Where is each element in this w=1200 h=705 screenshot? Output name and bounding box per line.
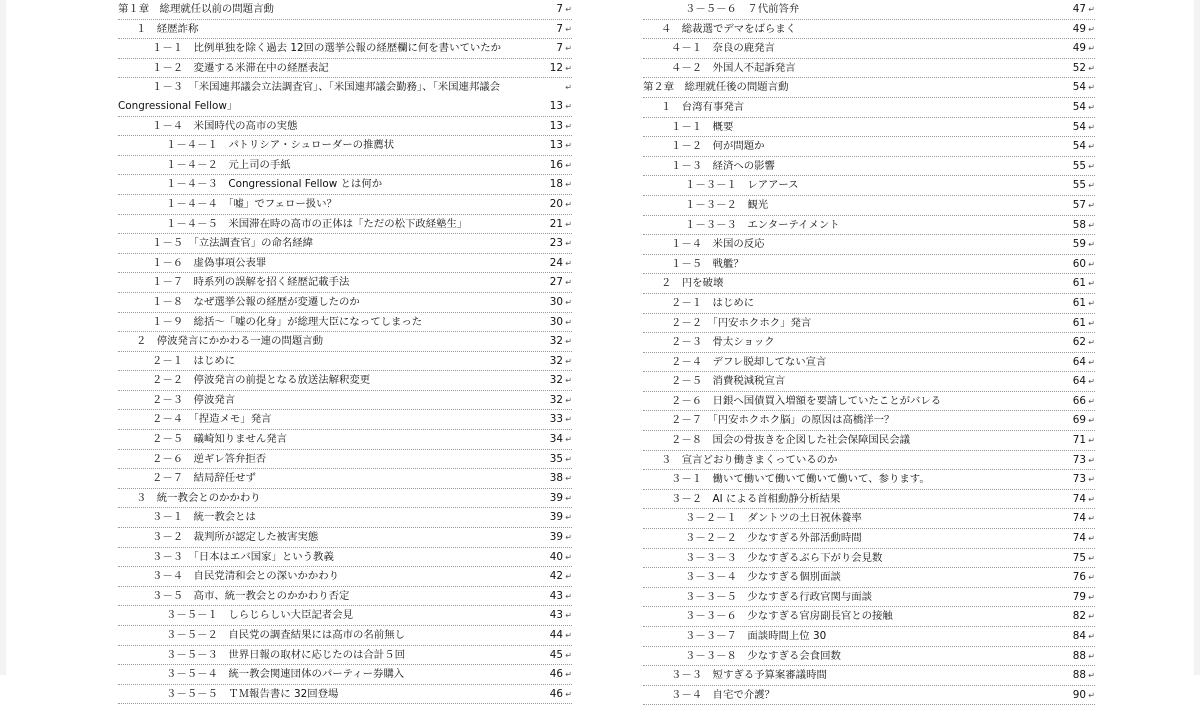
toc-entry-page-number: 49	[1071, 39, 1086, 58]
paragraph-return-mark: ↵	[565, 533, 572, 543]
paragraph-return-mark: ↵	[565, 670, 572, 680]
toc-entry-title: １－３ 経済への影響	[671, 157, 777, 176]
toc-entry-page-number: 44	[548, 626, 563, 645]
toc-entry-title: ３－３－３ 少なすぎるぶら下がり会見数	[685, 549, 884, 568]
toc-entry-page-number: 64	[1071, 353, 1086, 372]
paragraph-return-mark: ↵	[565, 317, 572, 327]
toc-entry-title: ３－３－５ 少なすぎる行政官関与面談	[685, 588, 874, 607]
toc-entry[interactable]	[643, 333, 1095, 353]
toc-entry-page-number: 23	[548, 234, 563, 253]
toc-entry-page-number: 32	[548, 352, 563, 371]
toc-entry[interactable]	[643, 39, 1095, 59]
toc-entry[interactable]	[643, 588, 1095, 608]
toc-entry[interactable]	[118, 273, 572, 293]
paragraph-return-mark: ↵	[1088, 377, 1095, 387]
toc-entry-page-number: 54	[1071, 78, 1086, 97]
toc-entry-title: ２－７ 「円安ホクホク脳」の原因は高橋洋一？	[671, 411, 896, 430]
toc-entry-page-number: 13	[548, 117, 563, 136]
toc-entry-page-number: 76	[1071, 568, 1086, 587]
toc-entry-title: ２ 停波発言にかかわる一連の問題言動	[136, 332, 325, 351]
toc-entry-page-number: 84	[1071, 627, 1086, 646]
toc-entry[interactable]	[118, 410, 572, 430]
paragraph-return-mark: ↵	[1088, 592, 1095, 602]
toc-entry[interactable]	[118, 450, 572, 470]
toc-entry-title: １－４－４ 「嘘」でフェロー扱い？	[166, 195, 339, 214]
toc-entry-title: Congressional Fellow」	[118, 97, 239, 116]
toc-entry-page-number: 46	[548, 665, 563, 684]
toc-entry[interactable]	[118, 685, 572, 705]
toc-entry-title: ３－３－６ 少なすぎる官房副長官との接触	[685, 607, 895, 626]
paragraph-return-mark: ↵	[565, 493, 572, 503]
paragraph-return-mark: ↵	[565, 552, 572, 562]
toc-entry[interactable]	[118, 234, 572, 254]
toc-entry-title: ３－１ 働いて働いて働いて働いて働いて、参ります。	[671, 470, 932, 489]
toc-entry-title: ３ 統一教会とのかかわり	[136, 489, 263, 508]
toc-entry-title: １－４－５ 米国滞在時の高市の正体は「ただの松下政経塾生」	[166, 215, 469, 234]
toc-entry-title: １－９ 総括～「嘘の化身」が総理大臣になってしまった	[152, 313, 424, 332]
toc-entry[interactable]	[643, 0, 1095, 20]
toc-entry-title: １－３－３ エンターテイメント	[685, 216, 842, 235]
toc-entry-title: 第２章 総理就任後の問題言動	[643, 78, 790, 97]
toc-entry[interactable]	[118, 136, 572, 156]
toc-entry-page-number: 64	[1071, 372, 1086, 391]
toc-entry-page-number: 24	[548, 254, 563, 273]
toc-entry-title: １－１ 比例単独を除く過去 12回の選挙公報の経歴欄に何を書いていたか	[152, 39, 503, 58]
toc-entry[interactable]	[118, 39, 572, 59]
toc-entry-title: ３－２－１ ダントツの土日祝休養率	[685, 509, 864, 528]
toc-entry-page-number: 79	[1071, 588, 1086, 607]
toc-entry[interactable]	[643, 118, 1095, 138]
toc-entry[interactable]	[643, 176, 1095, 196]
toc-entry-page-number: 33	[548, 410, 563, 429]
toc-entry-title: １－４ 米国時代の高市の実態	[152, 117, 299, 136]
toc-entry-page-number: 49	[1071, 20, 1086, 39]
toc-entry-title: ３－５－１ しらじらしい大臣記者会見	[166, 606, 355, 625]
toc-entry-title: １－４ 米国の反応	[671, 235, 767, 254]
paragraph-return-mark: ↵	[1088, 122, 1095, 132]
toc-entry-page-number: 90	[1071, 686, 1086, 705]
toc-entry[interactable]	[643, 216, 1095, 236]
toc-entry-title: １－４－２ 元上司の手紙	[166, 156, 293, 175]
paragraph-return-mark: ↵	[565, 591, 572, 601]
paragraph-return-mark: ↵	[1088, 298, 1095, 308]
paragraph-return-mark: ↵	[1088, 161, 1095, 171]
paragraph-return-mark: ↵	[565, 101, 572, 111]
toc-entry-page-number: 43	[548, 587, 563, 606]
paragraph-return-mark: ↵	[1088, 651, 1095, 661]
toc-entry[interactable]	[118, 78, 572, 97]
paragraph-return-mark: ↵	[565, 141, 572, 151]
right-page-edge	[1194, 0, 1200, 675]
paragraph-return-mark: ↵	[1088, 5, 1095, 14]
toc-entry-title: ２－４ デフレ脱却してない宣言	[671, 353, 828, 372]
paragraph-return-mark: ↵	[1088, 102, 1095, 112]
paragraph-return-mark: ↵	[1088, 671, 1095, 681]
toc-entry[interactable]	[643, 353, 1095, 373]
toc-entry-page-number: 39	[548, 508, 563, 527]
toc-entry-page-number: 61	[1071, 294, 1086, 313]
toc-entry-page-number: 42	[548, 567, 563, 586]
toc-entry-title: １ 台湾有事発言	[661, 98, 746, 117]
toc-entry[interactable]	[118, 215, 572, 235]
toc-entry[interactable]	[118, 332, 572, 352]
paragraph-return-mark: ↵	[565, 454, 572, 464]
toc-entry-page-number: 35	[548, 450, 563, 469]
paragraph-return-mark: ↵	[565, 258, 572, 268]
toc-entry-title: １－２ 何が問題か	[671, 137, 767, 156]
toc-entry[interactable]	[643, 686, 1095, 705]
toc-entry-page-number: 43	[548, 606, 563, 625]
paragraph-return-mark: ↵	[565, 689, 572, 699]
toc-entry[interactable]	[118, 175, 572, 195]
toc-entry-page-number: 54	[1071, 98, 1086, 117]
paragraph-return-mark: ↵	[1088, 181, 1095, 191]
toc-entry[interactable]	[643, 137, 1095, 157]
toc-entry[interactable]	[118, 646, 572, 666]
toc-entry-title: １－６ 虚偽事項公表罪	[152, 254, 268, 273]
toc-entry-page-number: 7	[554, 39, 563, 58]
toc-entry-page-number: 39	[548, 528, 563, 547]
toc-entry-title: ３－３ 短すぎる予算案審議時間	[671, 666, 829, 685]
paragraph-return-mark: ↵	[1088, 259, 1095, 269]
toc-entry[interactable]	[643, 470, 1095, 490]
toc-entry[interactable]	[118, 195, 572, 215]
paragraph-return-mark: ↵	[1088, 338, 1095, 348]
toc-entry-title: ３－４ 自宅で介護？	[671, 686, 777, 705]
toc-entry-page-number: 13	[548, 136, 563, 155]
toc-entry-title: ３－５ 高市、統一教会とのかかわり否定	[152, 587, 351, 606]
toc-entry[interactable]	[643, 529, 1095, 549]
toc-entry-page-number: 47	[1071, 0, 1086, 19]
toc-entry-title: ３－２ AI による首相動静分析結果	[671, 490, 842, 509]
toc-entry[interactable]	[118, 587, 572, 607]
toc-entry-page-number: 54	[1071, 137, 1086, 156]
toc-entry-page-number: 38	[548, 469, 563, 488]
toc-entry-page-number: 71	[1071, 431, 1086, 450]
toc-entry-title: ２－６ 逆ギレ答弁拒否	[152, 450, 268, 469]
paragraph-return-mark: ↵	[565, 199, 572, 209]
toc-entry-title: ３－５－３ 世界日報の取材に応じたのは合計５回	[166, 646, 407, 665]
paragraph-return-mark: ↵	[1088, 612, 1095, 622]
toc-entry-page-number: 69	[1071, 411, 1086, 430]
toc-entry-title: ４ 総裁選でデマをばらまく	[661, 20, 798, 39]
toc-entry[interactable]	[643, 509, 1095, 529]
paragraph-return-mark: ↵	[565, 219, 572, 229]
paragraph-return-mark: ↵	[1088, 396, 1095, 406]
toc-entry-page-number: 82	[1071, 607, 1086, 626]
toc-entry-title: １－７ 時系列の誤解を招く経歴記載手法	[152, 273, 351, 292]
paragraph-return-mark: ↵	[1088, 455, 1095, 465]
toc-entry[interactable]	[643, 59, 1095, 79]
toc-entry[interactable]	[118, 606, 572, 626]
toc-entry-title: ２－４ 「捏造メモ」発言	[152, 410, 274, 429]
paragraph-return-mark: ↵	[1088, 494, 1095, 504]
toc-entry-page-number: 32	[548, 371, 563, 390]
paragraph-return-mark: ↵	[565, 63, 572, 73]
toc-entry-title: １－５ 戦艦？	[671, 255, 746, 274]
toc-entry-page-number: 20	[548, 195, 563, 214]
toc-entry-page-number: 7	[554, 0, 563, 19]
toc-entry-title: １ 経歴詐称	[136, 20, 200, 39]
toc-entry-title: １－２ 変遷する米滞在中の経歴表記	[152, 59, 331, 78]
toc-entry-title: 第１章 総理就任以前の問題言動	[118, 0, 276, 19]
paragraph-return-mark: ↵	[565, 121, 572, 131]
toc-entry[interactable]	[118, 548, 572, 568]
toc-entry-page-number: 74	[1071, 490, 1086, 509]
paragraph-return-mark: ↵	[565, 24, 572, 34]
toc-entry[interactable]	[118, 528, 572, 548]
paragraph-return-mark: ↵	[565, 611, 572, 621]
toc-entry[interactable]	[118, 59, 572, 79]
paragraph-return-mark: ↵	[565, 513, 572, 523]
paragraph-return-mark: ↵	[1088, 632, 1095, 641]
toc-entry[interactable]	[643, 314, 1095, 334]
toc-entry[interactable]	[118, 97, 572, 117]
paragraph-return-mark: ↵	[565, 474, 572, 484]
paragraph-return-mark: ↵	[565, 572, 572, 582]
toc-entry-title: ３－１ 統一教会とは	[152, 508, 258, 527]
toc-entry[interactable]	[643, 627, 1095, 647]
toc-entry[interactable]	[118, 430, 572, 450]
toc-entry-title: ２ 円を破壊	[661, 274, 725, 293]
paragraph-return-mark: ↵	[1088, 142, 1095, 152]
paragraph-return-mark: ↵	[1088, 279, 1095, 289]
toc-entry-title: ２－１ はじめに	[152, 352, 237, 371]
paragraph-return-mark: ↵	[1088, 534, 1095, 544]
paragraph-return-mark: ↵	[1088, 220, 1095, 230]
toc-entry[interactable]	[118, 508, 572, 528]
toc-entry-page-number: 58	[1071, 216, 1086, 235]
paragraph-return-mark: ↵	[565, 239, 572, 249]
toc-entry-page-number: 21	[548, 215, 563, 234]
toc-entry-title: ２－３ 骨太ショック	[671, 333, 777, 352]
toc-entry-title: ２－１ はじめに	[671, 294, 756, 313]
toc-entry-title: １－１ 概要	[671, 118, 735, 137]
toc-entry[interactable]	[643, 255, 1095, 275]
toc-entry[interactable]	[643, 20, 1095, 40]
paragraph-return-mark: ↵	[565, 356, 572, 366]
paragraph-return-mark: ↵	[1088, 690, 1095, 700]
toc-entry-title: ２－２ 「円安ホクホク」発言	[671, 314, 813, 333]
paragraph-return-mark: ↵	[1088, 240, 1095, 250]
toc-entry-page-number: 54	[1071, 118, 1086, 137]
toc-entry[interactable]	[643, 372, 1095, 392]
paragraph-return-mark: ↵	[565, 631, 572, 640]
toc-entry[interactable]	[118, 469, 572, 489]
toc-entry[interactable]	[643, 549, 1095, 569]
paragraph-return-mark: ↵	[1088, 416, 1095, 426]
paragraph-return-mark: ↵	[565, 415, 572, 425]
paragraph-return-mark: ↵	[565, 278, 572, 288]
toc-entry-page-number: 34	[548, 430, 563, 449]
toc-entry-page-number: 74	[1071, 509, 1086, 528]
toc-entry-page-number: 59	[1071, 235, 1086, 254]
paragraph-return-mark: ↵	[1088, 200, 1095, 210]
toc-entry-title: １－３－１ レアアース	[685, 176, 800, 195]
toc-entry[interactable]	[118, 489, 572, 509]
toc-entry[interactable]	[643, 411, 1095, 431]
paragraph-return-mark: ↵	[565, 376, 572, 386]
left-page-edge	[0, 0, 6, 675]
toc-entry-title: １－８ なぜ選挙公報の経歴が変遷したのか	[152, 293, 362, 312]
toc-entry[interactable]	[643, 78, 1095, 98]
toc-entry[interactable]	[643, 235, 1095, 255]
toc-entry[interactable]	[643, 451, 1095, 471]
paragraph-return-mark: ↵	[1088, 553, 1095, 563]
toc-entry-title: １－５ 「立法調査官」の命名経緯	[152, 234, 315, 253]
toc-entry-page-number: 57	[1071, 196, 1086, 215]
toc-entry[interactable]	[643, 274, 1095, 294]
paragraph-return-mark: ↵	[1088, 436, 1095, 446]
toc-entry[interactable]	[643, 568, 1095, 588]
paragraph-return-mark: ↵	[565, 160, 572, 170]
toc-entry[interactable]	[118, 391, 572, 411]
paragraph-return-mark: ↵	[1088, 83, 1095, 93]
toc-entry[interactable]	[643, 431, 1095, 451]
toc-entry-page-number: 88	[1071, 647, 1086, 666]
toc-entry-title: ３ 宣言どおり働きまくっているのか	[661, 451, 839, 470]
toc-entry-page-number: 45	[548, 646, 563, 665]
toc-entry-title: ２－５ 礒崎知りません発言	[152, 430, 289, 449]
toc-entry-page-number: 13	[548, 97, 563, 116]
paragraph-return-mark: ↵	[1088, 24, 1095, 34]
toc-entry-title: ２－２ 停波発言の前提となる放送法解釈変更	[152, 371, 372, 390]
paragraph-return-mark: ↵	[565, 395, 572, 405]
toc-entry-title: ３－４ 自民党清和会との深いかかわり	[152, 567, 341, 586]
toc-entry-page-number: 75	[1071, 549, 1086, 568]
toc-entry-title: ３－２ 裁判所が認定した被害実態	[152, 528, 320, 547]
toc-entry[interactable]	[118, 371, 572, 391]
toc-entry-page-number: 18	[548, 175, 563, 194]
toc-entry-page-number: 61	[1071, 274, 1086, 293]
toc-entry-title: ３－５－６ ７代前答弁	[685, 0, 801, 19]
toc-entry-title: ３－５－４ 統一教会関連団体のパーティー券購入	[166, 665, 406, 684]
toc-entry-title: ２－５ 消費税減税宣言	[671, 372, 787, 391]
paragraph-return-mark: ↵	[565, 5, 572, 14]
toc-entry-title: １－４－１ パトリシア・シュローダーの推薦状	[166, 136, 396, 155]
toc-entry[interactable]	[118, 0, 572, 20]
toc-entry-page-number: 74	[1071, 529, 1086, 548]
toc-entry[interactable]	[118, 567, 572, 587]
toc-entry-page-number: 32	[548, 391, 563, 410]
toc-entry[interactable]	[643, 196, 1095, 216]
toc-entry-title: ２－３ 停波発言	[152, 391, 237, 410]
paragraph-return-mark: ↵	[1088, 63, 1095, 73]
toc-entry[interactable]	[643, 98, 1095, 118]
toc-entry-title: １－３－２ 観光	[685, 196, 770, 215]
toc-entry[interactable]	[643, 490, 1095, 510]
toc-entry-page-number: 27	[548, 273, 563, 292]
toc-entry[interactable]	[643, 607, 1095, 627]
toc-entry-page-number: 32	[548, 332, 563, 351]
toc-entry[interactable]	[118, 313, 572, 333]
toc-entry[interactable]	[643, 157, 1095, 177]
toc-entry-title: ３－２－２ 少なすぎる外部活動時間	[685, 529, 864, 548]
toc-entry-page-number: 12	[548, 59, 563, 78]
toc-entry-title: ２－７ 結局辞任せず	[152, 469, 258, 488]
toc-entry-title: １－４－３ Congressional Fellow とは何か	[166, 175, 384, 194]
toc-entry-title: ３－３ 「日本はエバ国家」という教義	[152, 548, 336, 567]
paragraph-return-mark: ↵	[565, 44, 572, 54]
toc-entry-page-number: 46	[548, 685, 563, 704]
paragraph-return-mark: ↵	[1088, 573, 1095, 583]
toc-entry-page-number: 73	[1071, 451, 1086, 470]
toc-entry-title: ３－５－２ 自民党の調査結果には高市の名前無し	[166, 626, 407, 645]
toc-entry[interactable]	[118, 254, 572, 274]
toc-entry[interactable]	[643, 294, 1095, 314]
toc-entry-page-number: 60	[1071, 255, 1086, 274]
paragraph-return-mark: ↵	[565, 83, 572, 93]
toc-entry[interactable]	[643, 647, 1095, 667]
toc-entry-page-number: 40	[548, 548, 563, 567]
toc-entry-page-number: 55	[1071, 157, 1086, 176]
toc-column-right	[643, 0, 1095, 701]
paragraph-return-mark: ↵	[1088, 475, 1095, 485]
toc-entry-page-number: 61	[1071, 314, 1086, 333]
toc-entry-page-number: 7	[554, 20, 563, 39]
toc-entry-page-number: 88	[1071, 666, 1086, 685]
paragraph-return-mark: ↵	[565, 180, 572, 190]
paragraph-return-mark: ↵	[565, 337, 572, 347]
toc-entry-page-number: 30	[548, 313, 563, 332]
toc-entry[interactable]	[118, 20, 572, 40]
toc-entry-page-number: 52	[1071, 59, 1086, 78]
toc-entry[interactable]	[118, 156, 572, 176]
paragraph-return-mark: ↵	[1088, 318, 1095, 328]
toc-entry-page-number: 16	[548, 156, 563, 175]
toc-entry[interactable]	[118, 117, 572, 137]
toc-entry[interactable]	[118, 626, 572, 646]
toc-entry-title: ３－３－７ 面談時間上位 30	[685, 627, 828, 646]
toc-entry-title: ２－６ 日銀へ国債買入増額を要請していたことがバレる	[671, 392, 943, 411]
toc-entry[interactable]	[118, 352, 572, 372]
toc-entry[interactable]	[643, 392, 1095, 412]
toc-entry-title: ３－５－５ ＴＭ報告書に 32回登場	[166, 685, 340, 704]
paragraph-return-mark: ↵	[1088, 514, 1095, 524]
toc-entry-title: ２－８ 国会の骨抜きを企図した社会保障国民会議	[671, 431, 912, 450]
toc-entry-page-number: 66	[1071, 392, 1086, 411]
paragraph-return-mark: ↵	[565, 435, 572, 445]
paragraph-return-mark: ↵	[1088, 357, 1095, 367]
toc-entry-title: ３－３－８ 少なすぎる会食回数	[685, 647, 843, 666]
toc-column-left	[118, 0, 572, 700]
toc-entry-title: ４－２ 外国人不起訴発言	[671, 59, 798, 78]
toc-entry-page-number: 55	[1071, 176, 1086, 195]
toc-entry-page-number: 39	[548, 489, 563, 508]
toc-entry[interactable]	[118, 293, 572, 313]
toc-entry-page-number: 73	[1071, 470, 1086, 489]
toc-entry-page-number: 62	[1071, 333, 1086, 352]
toc-entry-page-number: 30	[548, 293, 563, 312]
toc-entry-title: ３－３－４ 少なすぎる個別面談	[685, 568, 843, 587]
toc-entry-title: ４－１ 奈良の鹿発言	[671, 39, 777, 58]
toc-entry[interactable]	[643, 666, 1095, 686]
toc-entry-title: １－３ 「米国連邦議会立法調査官」、「米国連邦議会勤務」、「米国連邦議会	[152, 78, 502, 97]
page-spread-gap	[585, 0, 635, 675]
paragraph-return-mark: ↵	[565, 297, 572, 307]
paragraph-return-mark: ↵	[1088, 44, 1095, 54]
paragraph-return-mark: ↵	[565, 650, 572, 660]
